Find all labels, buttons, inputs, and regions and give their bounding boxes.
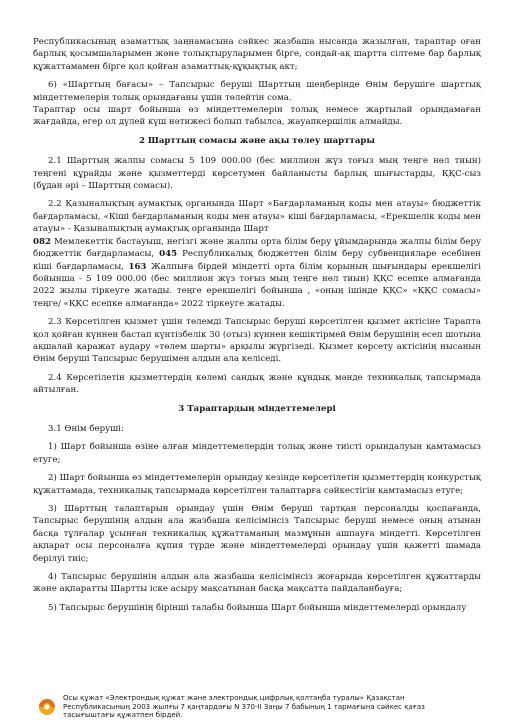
gov-logo-icon bbox=[36, 696, 60, 716]
footer-line-2: Республикасының 2003 жылғы 7 қаңтардағы N 370-II Заңы 7 бабының 1 тармағына сәйкес қағаз bbox=[63, 702, 425, 711]
footer-line-3: тасығыштағы құжатпен бірдей. bbox=[63, 711, 183, 720]
budget-code-082: 082 bbox=[33, 236, 51, 247]
paragraph-3-1: 3.1 Өнім беруші: bbox=[48, 423, 124, 434]
paragraph-force-majeure: Тараптар осы шарт бойынша өз міндеттемелерін толық немесе жартылай орындамаған жағдайда, егер ол дүлей күш нәтижесі болып табылса, жауапкершілік алмайды. bbox=[33, 105, 481, 128]
paragraph-2-2-part-d: Жалпыға бірдей міндетті орта білім қорының шығындары ерекшелігі бойынша - 5 109 000.00 (бес миллион жүз тоғыз мың теңге нөл тиын) ҚҚС есепке алмағанда 2022 жылы тіркеуге жатады. теңге ерекшелігі бойынша , «оның ішінде ҚҚС» «ҚҚС сомасы» теңге/ «ҚҚС есепке алмағанда» 2022 тіркеуге жатады. bbox=[33, 261, 482, 309]
paragraph-2-2-part-a: 2.2 Қазыналықтың аумақтық органында Шарт «Бағдарламаның коды мен атауы» бюджеттік бағдарламасы, «Кіші бағдарламаның коды мен атауы» кіші бағдарламасы, «Ерекшелік коды мен атауы» - Қазыналықтың аумақтық органында Шарт bbox=[33, 199, 481, 235]
paragraph-2-3: 2.3 Көрсетілген қызмет үшін төлемді Тапсырыс беруші көрсетілген қызмет актісіне Тарапта қол қойған күннен бастап күнтізбелік 30 (отыз) күннен кешіктірмей Өнім берушінің есеп шотына ақшалай қаражат аудару «төлем шарты» арқылы жүргізеді. Қызмет көрсету актісінің нысанын Өнім беруші Тапсырыс берушімен алдын ала келіседі. bbox=[33, 317, 481, 365]
paragraph-2-2-part-c: Республикалық бюджеттен білім беру субвенцияларе есебінен кіші бағдарламасы, bbox=[33, 249, 481, 272]
footer-disclaimer bbox=[33, 692, 493, 720]
paragraph-2-2-part-b: Мемлекеттік бастауыш, негізгі және жалпы орта білім беру ұйымдарында жалпы білім беру бюджеттік бағдарламасы, bbox=[33, 236, 481, 260]
section-2-title: 2 Шарттың сомасы және ақы төлеу шарттары bbox=[138, 135, 376, 146]
paragraph-3-1-item-1: 1) Шарт бойынша өзіне алған міндеттемелердің толық және тиісті орындалуын қамтамасыз етуге; bbox=[33, 442, 481, 465]
paragraph-3-1-item-3: 3) Шарттың талаптарын орындау үшін Өнім беруші тартқан персоналды қоспағанда, Тапсырыс берушінің алдын ала жазбаша келісімінсіз Тапсырыс беруші немесе оның атынан басқа тұлғалар ұсынған техникалық құжаттаманың мазмұнын ашпауға міндетті. Көрсетілген ақпарат осы персоналға құпия түрде және міндеттемелерді орындау үшін қажетті шамада берілуі тиіс; bbox=[33, 504, 481, 564]
document-body bbox=[33, 36, 481, 620]
paragraph-2-4: 2.4 Көрсетілетін қызметтердің көлемі сандық және құндық мәнде техникалық тапсырмада айтылған. bbox=[33, 372, 481, 396]
paragraph-2-1: 2.1 Шарттың жалпы сомасы 5 109 000.00 (бес миллион жүз тоғыз мың теңге нөл тиын) теңгені құрайды және қызметтерді көрсетумен байланысты барлық шығыстарды, ҚҚС-сыз (бұдан әрі – Шарттың сомасы). bbox=[33, 156, 481, 192]
paragraph-2-2 bbox=[33, 198, 481, 310]
paragraph-3-1-item-4: 4) Тапсырыс берушінің алдын ала жазбаша келісімінсіз жоғарыда көрсетілген құжаттарды және ақпаратты Шартты іске асыру мақсатынан басқа мақсатта пайдаланбауға; bbox=[33, 572, 481, 595]
footer-line-1: Осы құжат «Электрондық құжат және электрондық цифрлық қолтаңба туралы» Қазақстан bbox=[63, 694, 405, 702]
footer-text bbox=[63, 694, 483, 720]
section-3-title: 3 Тараптардың міндеттемелері bbox=[178, 403, 336, 414]
paragraph-contract-price: 6) «Шарттың бағасы» – Тапсырыс беруші Шарттың шеңберінде Өнім берушіге шарттық міндеттемелерін толық орындағаны үшін төлейтін сома. bbox=[33, 80, 481, 103]
paragraph-3-1-item-2: 2) Шарт бойынша өз міндеттемелерін орындау кезінде көрсетілетін қызметтердің конкурстық құжаттамада, техникалық тапсырмада көрсетілген талаптарға сәйкестігін қамтамасыз етуге; bbox=[33, 473, 481, 496]
budget-code-163: 163 bbox=[128, 261, 147, 272]
paragraph-definition-cont: Республикасының азаматтық заңнамасына сәйкес жазбаша нысанда жазылған, тараптар оған барлық қосымшаларымен және толықтыруларымен бірге, сондай-ақ шартта сілтеме бар барлық құжаттамамен бірге қол қойған азаматтық-құқықтық акт; bbox=[33, 37, 481, 72]
budget-code-045: 045 bbox=[159, 249, 178, 260]
paragraph-3-1-item-5: 5) Тапсырыс берушінің бірінші талабы бойынша Шарт бойынша міндеттемелерді орындалу bbox=[48, 602, 467, 613]
